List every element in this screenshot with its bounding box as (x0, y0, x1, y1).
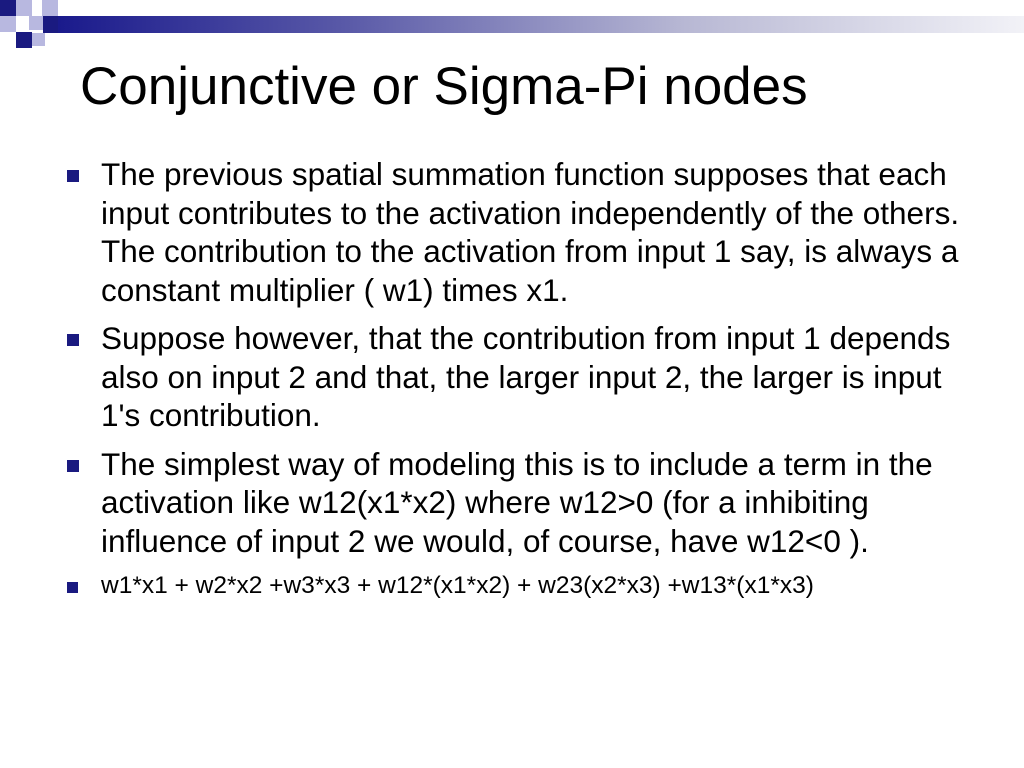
deco-square (0, 0, 16, 16)
bullet-text: The previous spatial summation function supposes that each input contributes to the activation independently of the others. The contribution to the activation from input 1 say, is always a constant multiplier ( w1) times x1. (101, 156, 960, 308)
slide-title: Conjunctive or Sigma-Pi nodes (80, 57, 808, 116)
deco-square (16, 0, 32, 16)
deco-square (29, 16, 43, 30)
square-bullet-icon (67, 460, 79, 472)
deco-square (16, 32, 32, 48)
bullet-item (64, 319, 964, 435)
deco-square (43, 16, 58, 33)
title-gradient-bar (58, 16, 1024, 33)
square-bullet-icon (67, 334, 79, 346)
bullet-item-formula (64, 570, 964, 602)
deco-square (0, 16, 16, 32)
bullet-item (64, 155, 964, 309)
bullet-text: The simplest way of modeling this is to include a term in the activation like w12(x1*x2) where w12>0 (for a inhibiting influence of input 2 we would, of course, have w12<0 ). (101, 445, 933, 559)
bullet-text: Suppose however, that the contribution from input 1 depends also on input 2 and that, the larger input 2, the larger is input 1's contribution. (101, 320, 951, 433)
bullet-text: w1*x1 + w2*x2 +w3*x3 + w12*(x1*x2) + w23(x2*x3) +w13*(x1*x3) (101, 572, 814, 599)
bullet-list (64, 155, 964, 612)
bullet-item (64, 445, 964, 561)
deco-square (42, 0, 58, 16)
deco-square (32, 33, 45, 46)
square-bullet-icon (67, 170, 79, 182)
square-bullet-icon (67, 582, 78, 593)
